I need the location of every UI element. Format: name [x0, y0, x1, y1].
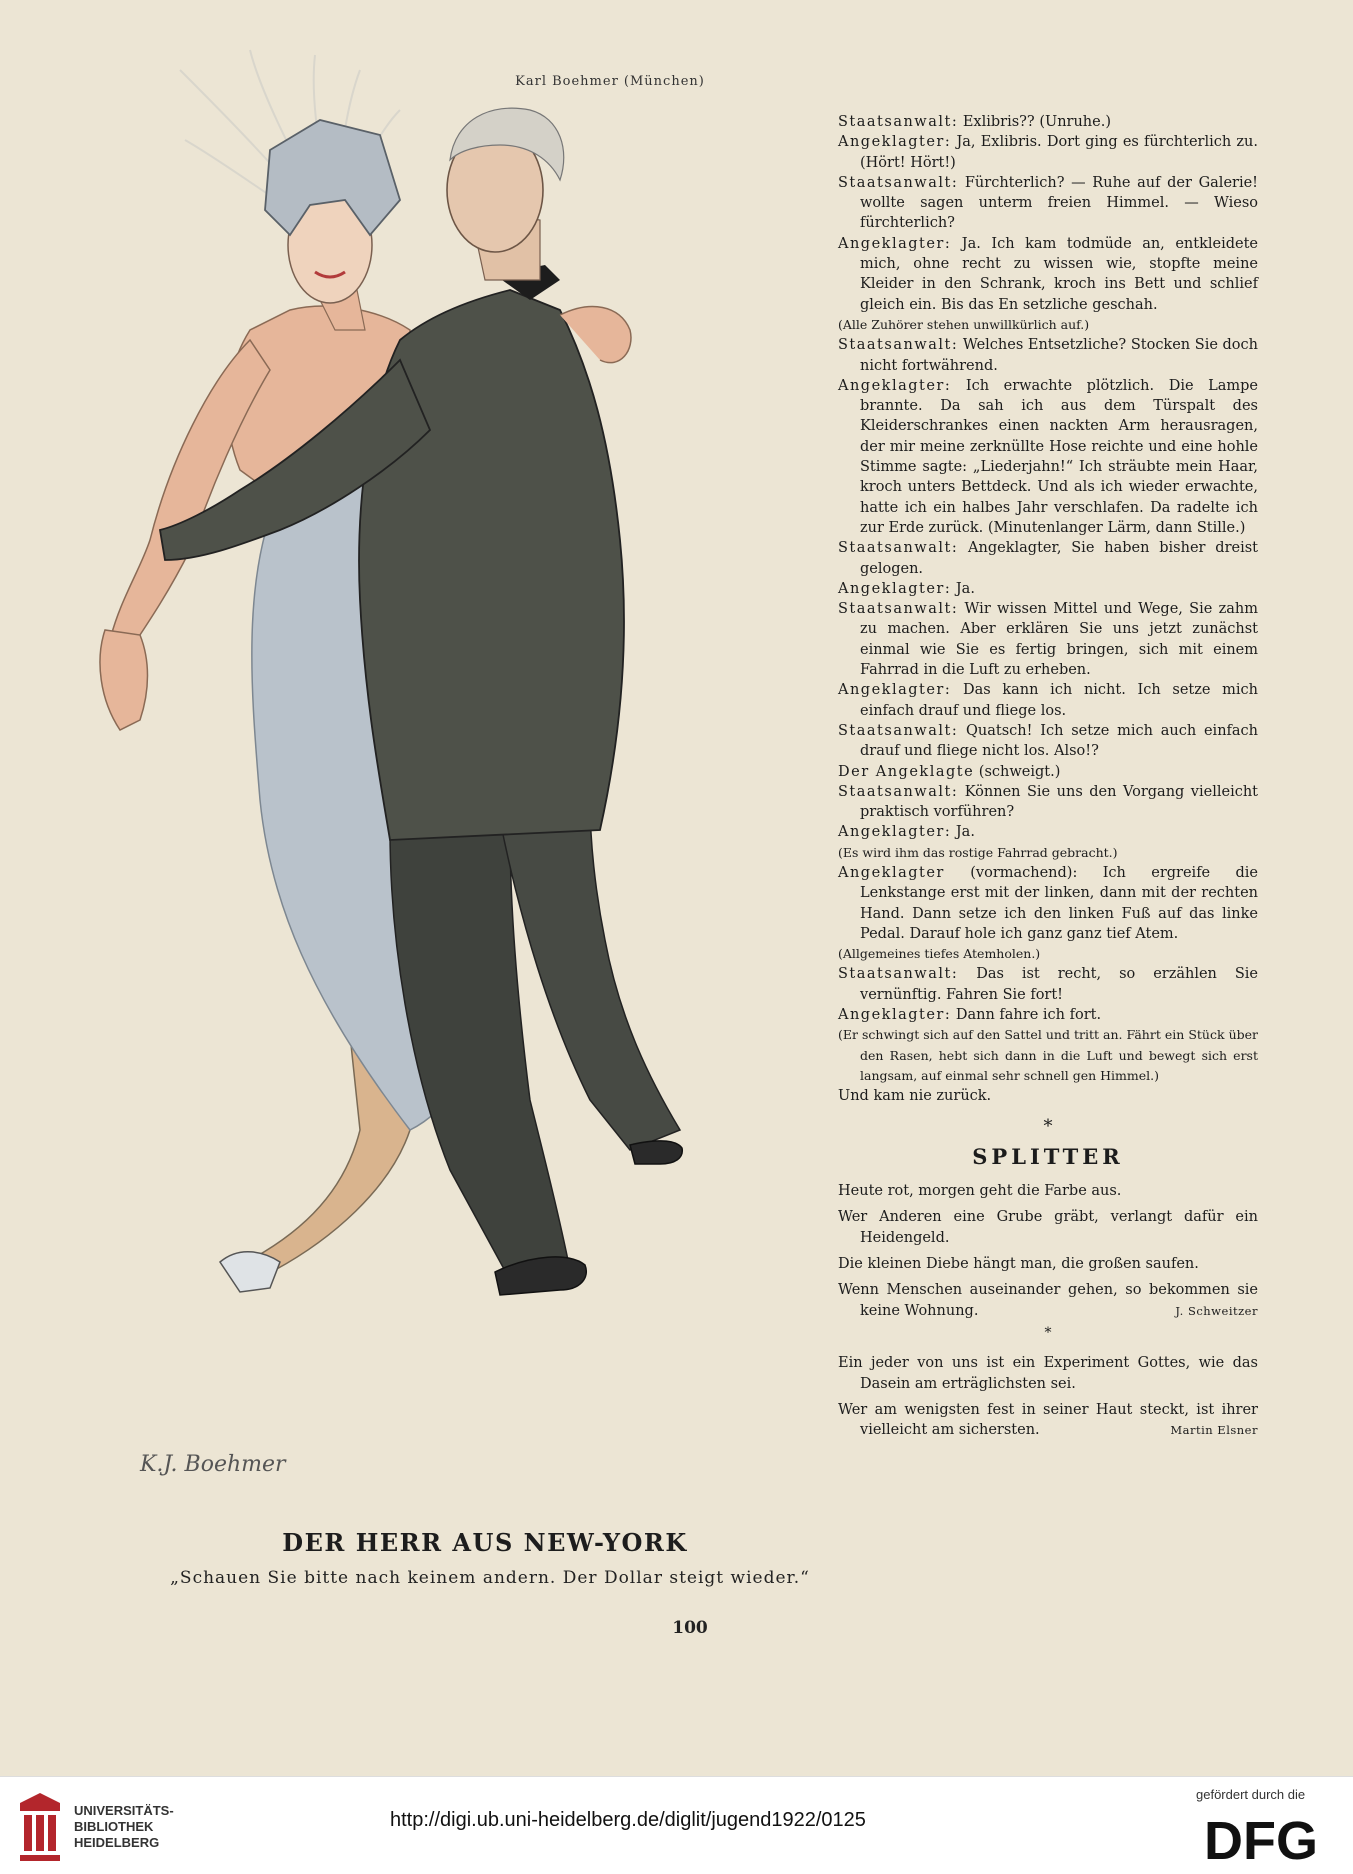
dialogue-text: Exlibris?? (Unruhe.): [962, 114, 1111, 130]
dialogue-paragraph: [838, 132, 1258, 173]
dialogue-text: (Alle Zuhörer stehen unwillkürlich auf.): [838, 316, 1090, 332]
dialogue-text: Quatsch! Ich setze mich auch einfach drauf und fliege nicht los. Also!?: [860, 722, 1258, 760]
dialogue-paragraph: [838, 964, 1258, 1005]
dialogue-text: Welches Entsetzliche? Stocken Sie doch nicht fortwährend.: [860, 337, 1258, 374]
speaker-name: Staatsanwalt:: [838, 722, 959, 739]
dialogue-paragraph: [838, 863, 1258, 944]
speaker-name: Staatsanwalt:: [838, 540, 959, 557]
dialogue-paragraph: [838, 680, 1258, 721]
splitter-line: Heute rot, morgen geht die Farbe aus.: [838, 1183, 1122, 1200]
dialogue-paragraph: [838, 822, 1258, 842]
funding-label: gefördert durch die: [1196, 1787, 1306, 1802]
dialogue-paragraph: [838, 944, 1258, 964]
speaker-name: Angeklagter:: [838, 824, 952, 841]
dialogue-paragraph: [838, 721, 1258, 762]
dialogue-text: (schweigt.): [978, 763, 1061, 780]
dialogue-list: [838, 112, 1258, 1107]
dialogue-text: Ich erwachte plötzlich. Die Lampe brannte. Da sah ich aus dem Türspalt des Kleiderschrankes einen nackten Arm herausragen, der mir meine zerknüllte Hose reichte und eine hohle Stimme sagte: „Liederjahn!“ Ich sträubte mein Haar, kroch unters Bettdeck. Und als ich wieder erwachte, hatte ich ein halbes Jahr verschlafen. Da radelte ich zur Erde zurück. (Minutenlanger Lärm, dann Stille.): [860, 377, 1259, 536]
speaker-name: Angeklagter:: [838, 682, 952, 699]
dialogue-text: Das kann ich nicht. Ich setze mich einfach drauf und fliege los.: [860, 682, 1259, 719]
dfg-logo-icon[interactable]: [1200, 1807, 1340, 1869]
dialogue-text: Angeklagter, Sie haben bisher dreist gelogen.: [860, 540, 1258, 577]
dialogue-text: Fürchterlich? — Ruhe auf der Galerie! wollte sagen unterm freien Himmel. — Wieso fürchterlich?: [860, 174, 1258, 232]
speaker-name: Angeklagter:: [838, 377, 952, 394]
speaker-name: Angeklagter:: [838, 1007, 952, 1024]
speaker-name: Angeklagter:: [838, 134, 952, 151]
university-library-logo-icon[interactable]: [14, 1789, 66, 1865]
university-library-name: [74, 1803, 174, 1851]
dialogue-text: Und kam nie zurück.: [838, 1088, 992, 1105]
dialogue-column: [838, 112, 1258, 1440]
dialogue-text: Dann fahre ich fort.: [955, 1007, 1102, 1024]
splitter-line: Wer Anderen eine Grube gräbt, verlangt dafür ein Heidengeld.: [838, 1209, 1258, 1246]
institution-line: BIBLIOTHEK: [74, 1819, 154, 1834]
dialogue-text: (Er schwingt sich auf den Sattel und tritt an. Fährt ein Stück über den Rasen, hebt sich dann in die Luft und bewegt sich erst langsam, auf einmal sehr schnell gen Himmel.): [838, 1027, 1258, 1083]
splitter-line: Wer am wenigsten fest in seiner Haut steckt, ist ihrer vielleicht am sichersten.: [838, 1401, 1258, 1439]
caption-quote: „Schauen Sie bitte nach keinem andern. Der Dollar steigt wieder.“: [170, 1568, 810, 1588]
speaker-name: Staatsanwalt:: [838, 174, 959, 191]
speaker-name: Staatsanwalt:: [838, 114, 959, 130]
speaker-name: Angeklagter:: [838, 235, 952, 252]
dialogue-paragraph: [838, 579, 1258, 599]
speaker-name: Staatsanwalt:: [838, 783, 959, 800]
dialogue-text: (Allgemeines tiefes Atemholen.): [838, 946, 1041, 962]
dialogue-text: Ja.: [955, 824, 975, 841]
dialogue-paragraph: [838, 843, 1258, 863]
dialogue-paragraph: [838, 782, 1258, 823]
splitter-line-with-signature: [838, 1280, 1258, 1321]
permalink-url[interactable]: http://digi.ub.uni-heidelberg.de/diglit/jugend1922/0125: [390, 1809, 866, 1831]
dialogue-paragraph: [838, 234, 1258, 315]
illustration-credit: Karl Boehmer (München): [515, 74, 705, 89]
dialogue-text: (vormachend): Ich ergreife die Lenkstange erst mit der linken, dann mit der rechten Hand. Dann setze ich den linken Fuß auf das linke Pedal. Darauf hole ich ganz ganz tief Atem.: [860, 864, 1258, 942]
dancing-couple-illustration: [90, 40, 790, 1500]
dialogue-paragraph: [838, 762, 1258, 782]
dialogue-paragraph: [838, 112, 1258, 132]
institution-line: UNIVERSITÄTS-: [74, 1803, 174, 1818]
dialogue-paragraph: [838, 315, 1258, 335]
dialogue-text: Wir wissen Mittel und Wege, Sie zahm zu machen. Aber erklären Sie uns jetzt zunächst einmal wie Sie es fertig bringen, sich mit einem Fahrrad in die Luft zu erheben.: [860, 601, 1259, 679]
author-signature: Martin Elsner: [1170, 1423, 1258, 1438]
splitter-heading: SPLITTER: [972, 1143, 1124, 1169]
dialogue-paragraph: [838, 599, 1258, 680]
section-divider-star: *: [1043, 1115, 1053, 1137]
page-number: 100: [672, 1618, 708, 1638]
speaker-name: Angeklagter: [838, 864, 945, 881]
dialogue-paragraph: [838, 173, 1258, 234]
dialogue-paragraph: [838, 1086, 1258, 1106]
section-divider-star: *: [1044, 1324, 1052, 1341]
speaker-name: Staatsanwalt:: [838, 337, 959, 354]
dialogue-text: Ja. Ich kam todmüde an, entkleidete mich, ohne recht zu wissen wie, stopfte meine Kleider in den Schrank, kroch ins Bett und schlief gleich ein. Bis das En setzliche geschah.: [860, 235, 1258, 313]
splitter-line: Wenn Menschen auseinander gehen, so bekommen sie keine Wohnung.: [838, 1282, 1258, 1319]
dialogue-paragraph: [838, 1005, 1258, 1025]
speaker-name: Angeklagter:: [838, 580, 952, 597]
dialogue-paragraph: [838, 335, 1258, 376]
dialogue-paragraph: [838, 1025, 1258, 1086]
dialogue-text: Ja.: [955, 580, 975, 597]
speaker-name: Staatsanwalt:: [838, 601, 959, 618]
splitter-line: Die kleinen Diebe hängt man, die großen saufen.: [838, 1256, 1199, 1273]
author-signature: J. Schweitzer: [1175, 1303, 1258, 1318]
viewer-footer: [0, 1776, 1353, 1874]
dialogue-text: (Es wird ihm das rostige Fahrrad gebracht.): [838, 844, 1118, 860]
institution-line: HEIDELBERG: [74, 1835, 160, 1850]
splitter-line-with-signature: [838, 1400, 1258, 1441]
dfg-logo-text: DFG: [1204, 1811, 1318, 1869]
speaker-name: Der Angeklagte: [838, 763, 975, 780]
artist-signature: K.J. Boehmer: [140, 1452, 286, 1477]
dialogue-text: Das ist recht, so erzählen Sie vernünftig. Fahren Sie fort!: [860, 966, 1259, 1003]
dialogue-paragraph: [838, 376, 1258, 538]
splitter-line: Ein jeder von uns ist ein Experiment Gottes, wie das Dasein am erträglichsten sei.: [838, 1355, 1258, 1392]
dialogue-text: Können Sie uns den Vorgang vielleicht praktisch vorführen?: [860, 783, 1258, 821]
dialogue-paragraph: [838, 538, 1258, 579]
caption-title: DER HERR AUS NEW-YORK: [282, 1528, 688, 1557]
speaker-name: Staatsanwalt:: [838, 966, 959, 983]
dialogue-text: Ja, Exlibris. Dort ging es fürchterlich zu. (Hört! Hört!): [860, 134, 1258, 171]
